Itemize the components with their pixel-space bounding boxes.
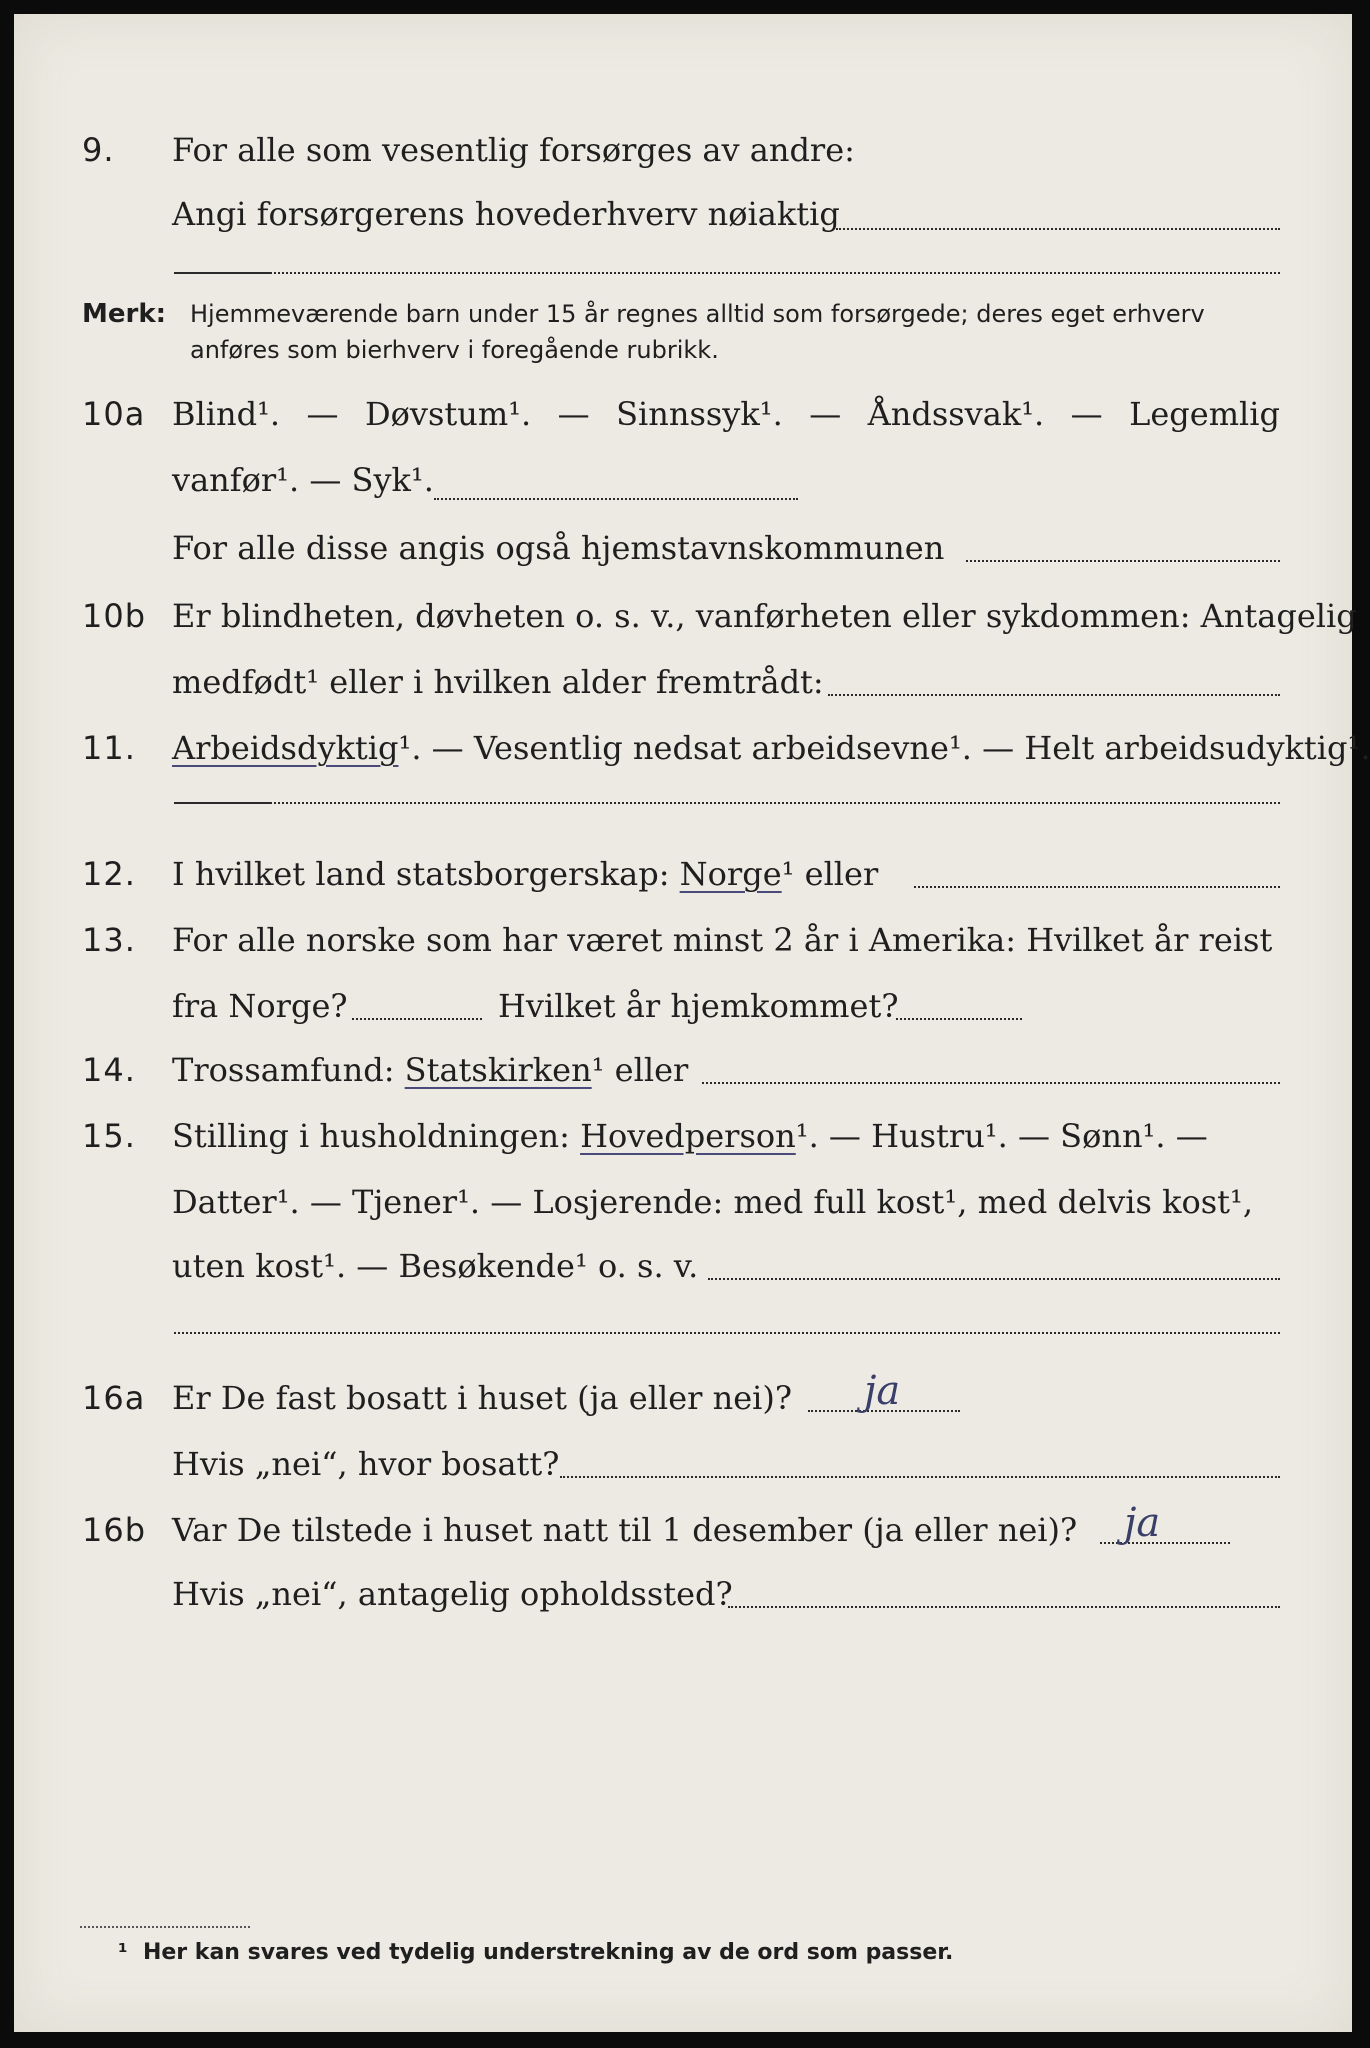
answer-line[interactable]	[702, 1082, 1280, 1084]
underlined-answer: Statskirken	[404, 1051, 592, 1089]
answer-line	[174, 272, 270, 274]
question-text: Datter¹. — Tjener¹. — Losjerende: med full kost¹, med delvis kost¹,	[172, 1183, 1254, 1221]
option: Døvstum¹.	[364, 395, 532, 433]
question-number: 15.	[82, 1117, 136, 1155]
question-text: medfødt¹ eller i hvilken alder fremtrådt:	[172, 663, 824, 701]
answer-line[interactable]	[728, 1606, 1280, 1608]
underlined-answer: Hovedperson	[580, 1117, 796, 1155]
question-number: 16b	[82, 1511, 147, 1549]
question-text: For alle norske som har været minst 2 år i Amerika: Hvilket år reist	[172, 921, 1273, 959]
question-text: Hvis „nei“, antagelig opholdssted?	[172, 1575, 733, 1613]
answer-line[interactable]	[828, 694, 1280, 696]
question-11	[14, 718, 1370, 778]
question-label-suffix: ¹ eller	[591, 1051, 689, 1089]
question-9	[14, 120, 1352, 180]
option-list: ¹. — Hustru¹. — Sønn¹. —	[795, 1117, 1208, 1155]
question-text	[172, 1040, 688, 1100]
option-list: ¹. — Vesentlig nedsat arbeidsevne¹. — Helt arbeidsudyktig¹.	[398, 729, 1370, 767]
answer-line[interactable]	[434, 498, 798, 500]
question-10b-line-2	[14, 652, 1352, 712]
question-text: For alle som vesentlig forsørges av andre:	[172, 131, 855, 169]
answer-line[interactable]	[966, 560, 1280, 562]
question-text	[172, 1106, 1280, 1166]
note-line: anføres som bierhverv i foregående rubrikk.	[190, 336, 719, 364]
question-text: Hvis „nei“, hvor bosatt?	[172, 1445, 560, 1483]
answer-line[interactable]	[560, 1476, 1280, 1478]
question-text: vanfør¹. — Syk¹.	[172, 461, 434, 499]
separator: —	[1070, 395, 1103, 433]
question-text: uten kost¹. — Besøkende¹ o. s. v.	[172, 1247, 699, 1285]
question-12	[14, 844, 1352, 904]
separator: —	[557, 395, 590, 433]
question-number: 16a	[82, 1379, 146, 1417]
footnote-text: Her kan svares ved tydelig understrekning av de ord som passer.	[142, 1940, 954, 1965]
question-9-line-2	[14, 184, 1352, 244]
footnote	[118, 1940, 953, 1965]
answer-line[interactable]	[896, 1018, 1022, 1020]
question-label: Trossamfund:	[172, 1051, 395, 1089]
separator: —	[306, 395, 339, 433]
answer-line[interactable]	[352, 1018, 482, 1020]
question-15-line-2	[14, 1172, 1352, 1232]
question-label-suffix: ¹ eller	[781, 855, 879, 893]
answer-line[interactable]	[836, 228, 1280, 230]
question-15	[14, 1106, 1352, 1166]
question-text: fra Norge?	[172, 987, 348, 1025]
question-13-line-2	[14, 976, 1352, 1036]
answer-line[interactable]	[1100, 1542, 1230, 1544]
note-label: Merk:	[82, 299, 167, 329]
question-number: 14.	[82, 1051, 136, 1089]
handwritten-answer: ja	[864, 1368, 901, 1414]
question-14	[14, 1040, 1352, 1100]
answer-line[interactable]	[174, 1332, 1280, 1334]
question-number: 13.	[82, 921, 136, 959]
question-text	[172, 384, 1280, 444]
note-line: Hjemmeværende barn under 15 år regnes alltid som forsørgede; deres eget erhverv	[190, 300, 1205, 328]
answer-line[interactable]	[270, 802, 1280, 804]
option: Åndssvak¹.	[867, 395, 1045, 433]
option: Blind¹.	[172, 395, 281, 433]
question-10b	[14, 586, 1357, 646]
question-number: 10b	[82, 597, 147, 635]
question-text: Var De tilstede i huset natt til 1 desember (ja eller nei)?	[172, 1511, 1078, 1549]
handwritten-answer: ja	[1124, 1500, 1161, 1546]
answer-line[interactable]	[270, 272, 1280, 274]
option: Sinnssyk¹.	[616, 395, 783, 433]
census-form-page	[14, 14, 1370, 2032]
footnote-mark: ¹	[118, 1940, 128, 1965]
option: Legemlig	[1129, 395, 1280, 433]
question-10a	[14, 384, 1352, 444]
answer-line[interactable]	[914, 886, 1280, 888]
underlined-answer: Arbeidsdyktig	[172, 729, 399, 767]
question-13	[14, 910, 1352, 970]
question-number: 9.	[82, 131, 115, 169]
question-text: Hvilket år hjemkommet?	[498, 987, 899, 1025]
question-16a-line-2	[14, 1434, 1352, 1494]
footnote-rule	[80, 1926, 250, 1928]
question-label: Stilling i husholdningen:	[172, 1117, 570, 1155]
question-text	[172, 844, 878, 904]
question-label: I hvilket land statsborgerskap:	[172, 855, 670, 893]
question-text	[172, 718, 1370, 778]
question-15-line-3	[14, 1236, 1352, 1296]
question-number: 12.	[82, 855, 136, 893]
separator: —	[809, 395, 842, 433]
question-10a-line-3	[14, 518, 1352, 578]
question-10a-line-2	[14, 450, 1352, 510]
question-text: For alle disse angis også hjemstavnskommunen	[172, 529, 945, 567]
question-16b-line-2	[14, 1564, 1352, 1624]
question-text: Angi forsørgerens hovederhverv nøiaktig	[172, 195, 840, 233]
question-text: Er De fast bosatt i huset (ja eller nei)?	[172, 1379, 793, 1417]
question-text: Er blindheten, døvheten o. s. v., vanførheten eller sykdommen: Antagelig	[172, 597, 1357, 635]
question-16a	[14, 1368, 1352, 1428]
question-number: 11.	[82, 729, 136, 767]
answer-line[interactable]	[708, 1278, 1280, 1280]
answer-line	[174, 802, 270, 804]
question-16b	[14, 1500, 1352, 1560]
question-number: 10a	[82, 395, 146, 433]
note-text	[190, 296, 1280, 368]
underlined-answer: Norge	[679, 855, 782, 893]
